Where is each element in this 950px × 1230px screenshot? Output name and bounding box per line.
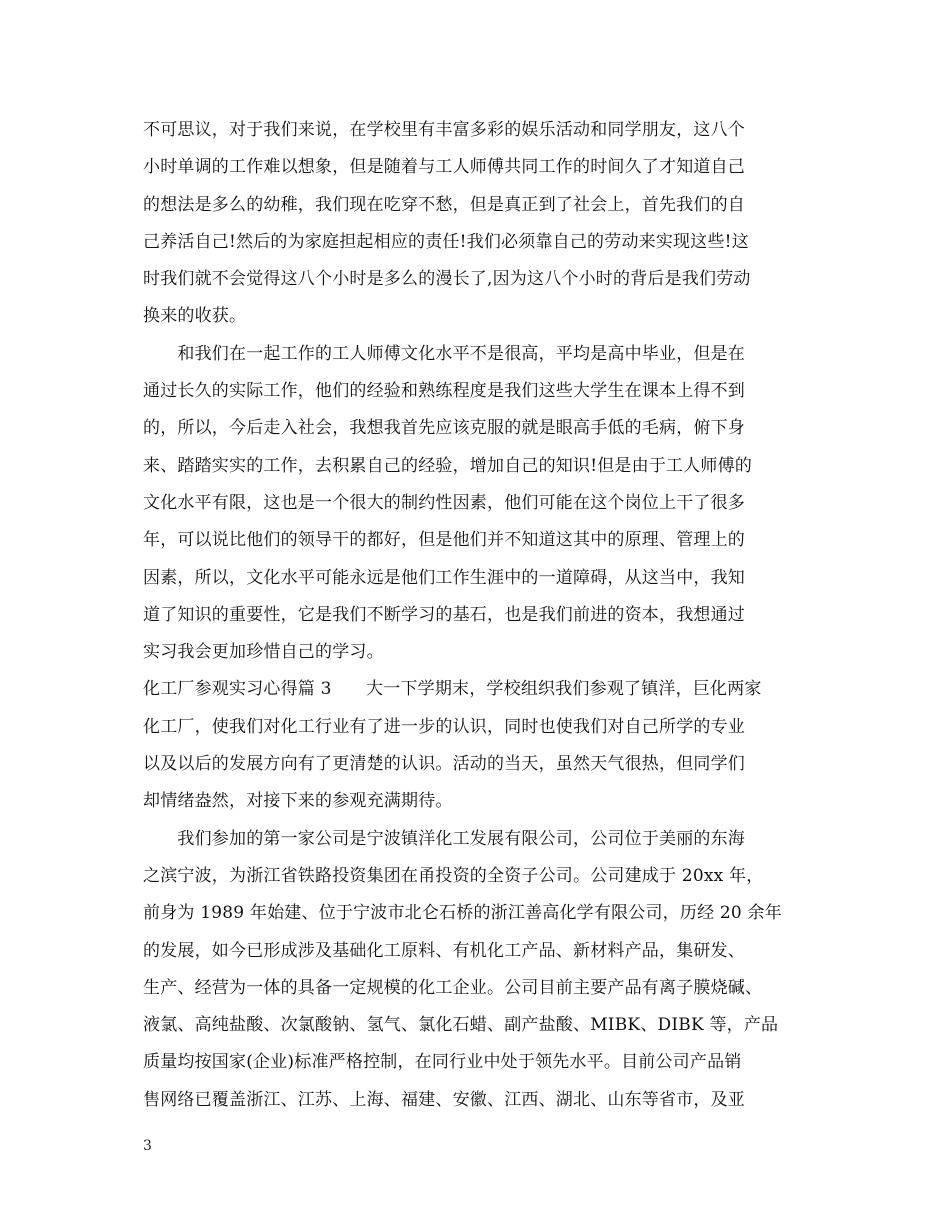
text-line: 换来的收获。 [143, 306, 247, 327]
text-line: 因素，所以，文化水平可能永远是他们工作生涯中的一道障碍，从这当中，我知 [143, 567, 745, 588]
text-line: 实习我会更加珍惜自己的学习。 [143, 642, 384, 663]
text-line: 的，所以，今后走入社会，我想我首先应该克服的就是眼高手低的毛病，俯下身 [143, 418, 745, 439]
text-line: 的想法是多么的幼稚，我们现在吃穿不愁，但是真正到了社会上，首先我们的自 [143, 194, 745, 215]
text-line: 前身为 1989 年始建、位于宁波市北仑石桥的浙江善高化学有限公司，历经 20 余年 [143, 903, 782, 924]
section-heading-line: 化工厂参观实习心得篇 3 大一下学期末，学校组织我们参观了镇洋，巨化两家 [143, 679, 762, 700]
text-line: 生产、经营为一体的具备一定规模的化工企业。公司目前主要产品有离子膜烧碱、 [143, 977, 763, 998]
text-line: 己养活自己!然后的为家庭担起相应的责任!我们必须靠自己的劳动来实现这些!这 [143, 231, 749, 252]
page-number: 3 [143, 1138, 152, 1154]
text-line: 年，可以说比他们的领导干的都好，但是他们并不知道这其中的原理、管理上的 [143, 530, 745, 551]
text-line: 小时单调的工作难以想象，但是随着与工人师傅共同工作的时间久了才知道自己 [143, 157, 745, 178]
text-line: 之滨宁波，为浙江省铁路投资集团在甬投资的全资子公司。公司建成于 20xx 年， [143, 865, 764, 886]
text-line: 化工厂，使我们对化工行业有了进一步的认识，同时也使我们对自己所学的专业 [143, 716, 745, 737]
text-line: 道了知识的重要性，它是我们不断学习的基石，也是我们前进的资本，我想通过 [143, 604, 745, 625]
text-line: 文化水平有限，这也是一个很大的制约性因素，他们可能在这个岗位上干了很多 [143, 492, 745, 513]
text-line: 不可思议，对于我们来说，在学校里有丰富多彩的娱乐活动和同学朋友，这八个 [143, 120, 745, 140]
text-line: 质量均按国家(企业)标准严格控制，在同行业中处于领先水平。目前公司产品销 [143, 1052, 742, 1073]
text-line: 来、踏踏实实的工作，去积累自己的经验，增加自己的知识!但是由于工人师傅的 [143, 455, 753, 476]
text-line: 的发展，如今已形成涉及基础化工原料、有机化工产品、新材料产品，集研发、 [143, 940, 745, 961]
text-line: 却情绪盎然，对接下来的参观充满期待。 [143, 791, 453, 812]
body-text [143, 112, 823, 1119]
text-line: 通过长久的实际工作，他们的经验和熟练程度是我们这些大学生在课本上得不到 [143, 381, 745, 402]
text-line: 以及以后的发展方向有了更清楚的认识。活动的当天，虽然天气很热，但同学们 [143, 754, 745, 775]
text-line: 售网络已覆盖浙江、江苏、上海、福建、安徽、江西、湖北、山东等省市，及亚 [143, 1089, 745, 1110]
text-line: 液氯、高纯盐酸、次氯酸钠、氢气、氯化石蜡、副产盐酸、MIBK、DIBK 等，产品 [143, 1015, 779, 1036]
text-line: 我们参加的第一家公司是宁波镇洋化工发展有限公司，公司位于美丽的东海 [143, 828, 745, 849]
text-line: 和我们在一起工作的工人师傅文化水平不是很高，平均是高中毕业，但是在 [143, 343, 745, 364]
text-line: 时我们就不会觉得这八个小时是多么的漫长了,因为这八个小时的背后是我们劳动 [143, 269, 751, 290]
